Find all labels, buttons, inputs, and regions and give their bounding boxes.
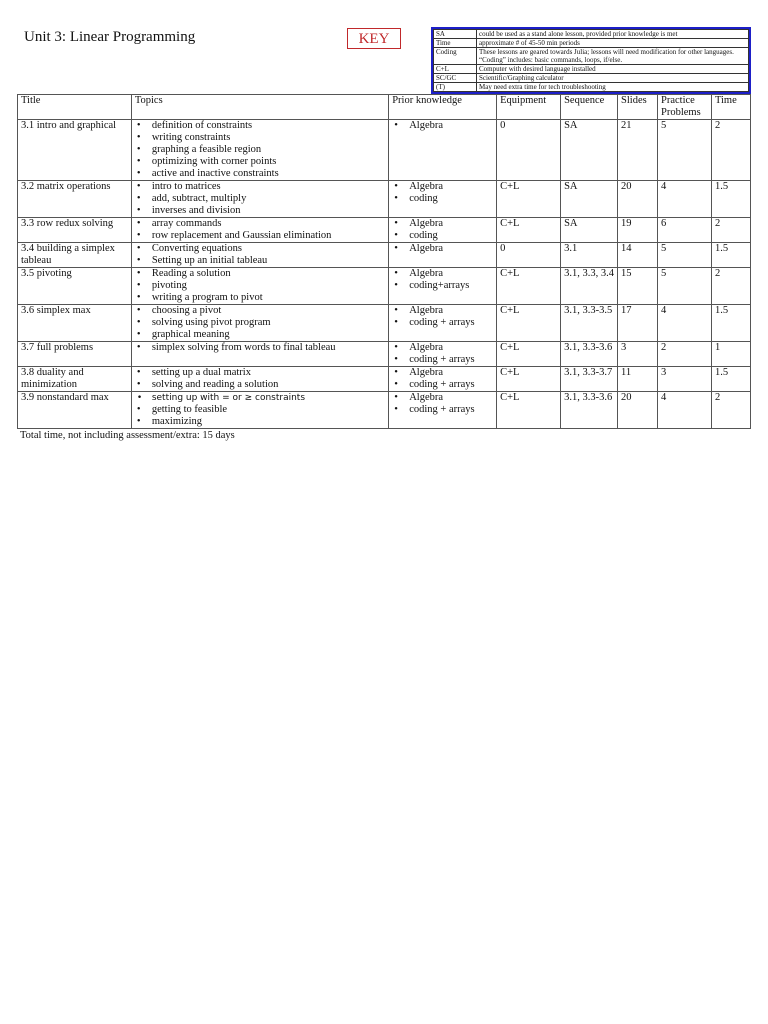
topic-item: • active and inactive constraints	[135, 168, 385, 180]
topic-item: • Reading a solution	[135, 268, 385, 280]
lesson-time: 1.5	[711, 305, 750, 342]
legend-description: approximate # of 45-50 min periods	[477, 39, 749, 48]
lesson-slides: 19	[618, 218, 658, 243]
header-sequence: Sequence	[561, 95, 618, 120]
lesson-time: 1.5	[711, 243, 750, 268]
table-row	[18, 305, 751, 342]
prior-item: • Algebra	[392, 181, 493, 193]
legend-row	[434, 65, 749, 74]
lesson-topics-list	[135, 181, 385, 217]
lesson-prior-knowledge	[389, 243, 497, 268]
lesson-practice: 5	[658, 268, 712, 305]
lesson-equipment: C+L	[497, 367, 561, 392]
legend-row	[434, 39, 749, 48]
topic-item: • maximizing	[135, 416, 385, 428]
topic-item: • row replacement and Gaussian elimination	[135, 230, 385, 242]
prior-item: • Algebra	[392, 367, 493, 379]
lesson-topics-list	[135, 342, 385, 354]
lesson-equipment: C+L	[497, 305, 561, 342]
lesson-prior-knowledge	[389, 218, 497, 243]
lesson-title: 3.9 nonstandard max	[18, 392, 132, 429]
prior-item: • Algebra	[392, 120, 493, 132]
lesson-slides: 15	[618, 268, 658, 305]
lesson-sequence: SA	[561, 120, 618, 181]
legend-key: C+L	[434, 65, 477, 74]
legend-description: Scientific/Graphing calculator	[477, 74, 749, 83]
lesson-practice: 5	[658, 120, 712, 181]
lesson-title: 3.2 matrix operations	[18, 181, 132, 218]
topic-item: • solving and reading a solution	[135, 379, 385, 391]
lesson-equipment: C+L	[497, 342, 561, 367]
lesson-sequence: 3.1, 3.3-3.7	[561, 367, 618, 392]
lesson-slides: 14	[618, 243, 658, 268]
lesson-topics-list	[135, 243, 385, 267]
lesson-time: 1	[711, 342, 750, 367]
lesson-topics-list	[135, 218, 385, 242]
legend-box	[431, 27, 751, 94]
lesson-topics	[131, 218, 388, 243]
lesson-prior-knowledge-list	[392, 392, 493, 416]
lesson-topics-list	[135, 392, 385, 428]
legend-row	[434, 30, 749, 39]
lesson-prior-knowledge-list	[392, 367, 493, 391]
lesson-prior-knowledge	[389, 120, 497, 181]
lesson-topics	[131, 305, 388, 342]
lesson-title: 3.6 simplex max	[18, 305, 132, 342]
prior-item: • coding + arrays	[392, 404, 493, 416]
topic-item: • simplex solving from words to final tableau	[135, 342, 385, 354]
lesson-practice: 4	[658, 305, 712, 342]
lesson-sequence: 3.1, 3.3, 3.4	[561, 268, 618, 305]
table-row	[18, 392, 751, 429]
table-row	[18, 181, 751, 218]
lesson-topics	[131, 392, 388, 429]
table-row	[18, 367, 751, 392]
lesson-topics	[131, 268, 388, 305]
prior-item: • coding+arrays	[392, 280, 493, 292]
lesson-title: 3.3 row redux solving	[18, 218, 132, 243]
lesson-topics-list	[135, 120, 385, 180]
lesson-prior-knowledge-list	[392, 268, 493, 292]
lesson-equipment: C+L	[497, 268, 561, 305]
prior-item: • coding + arrays	[392, 354, 493, 366]
table-header-row	[18, 95, 751, 120]
header-practice-problems: Practice Problems	[658, 95, 712, 120]
lesson-practice: 6	[658, 218, 712, 243]
legend-description: May need extra time for tech troubleshooting	[477, 83, 749, 92]
lesson-prior-knowledge-list	[392, 342, 493, 366]
lesson-sequence: 3.1	[561, 243, 618, 268]
header-topics: Topics	[131, 95, 388, 120]
lesson-slides: 20	[618, 392, 658, 429]
lesson-prior-knowledge-list	[392, 243, 493, 255]
prior-item: • coding	[392, 193, 493, 205]
topic-item: • inverses and division	[135, 205, 385, 217]
prior-item: • coding + arrays	[392, 317, 493, 329]
lesson-practice: 3	[658, 367, 712, 392]
legend-key: (T)	[434, 83, 477, 92]
lesson-topics-list	[135, 305, 385, 341]
topic-item: • Converting equations	[135, 243, 385, 255]
lesson-title: 3.8 duality and minimization	[18, 367, 132, 392]
lesson-prior-knowledge	[389, 305, 497, 342]
lesson-prior-knowledge	[389, 181, 497, 218]
header-time: Time	[711, 95, 750, 120]
lesson-title: 3.5 pivoting	[18, 268, 132, 305]
prior-item: • Algebra	[392, 342, 493, 354]
header-title: Title	[18, 95, 132, 120]
lesson-table	[17, 94, 751, 429]
lesson-equipment: C+L	[497, 218, 561, 243]
lesson-time: 2	[711, 218, 750, 243]
lesson-practice: 2	[658, 342, 712, 367]
lesson-topics	[131, 243, 388, 268]
lesson-practice: 5	[658, 243, 712, 268]
prior-item: • Algebra	[392, 218, 493, 230]
prior-item: • Algebra	[392, 392, 493, 404]
prior-item: • Algebra	[392, 268, 493, 280]
lesson-topics	[131, 367, 388, 392]
lesson-prior-knowledge	[389, 268, 497, 305]
lesson-prior-knowledge-list	[392, 120, 493, 132]
legend-row	[434, 74, 749, 83]
lesson-time: 2	[711, 120, 750, 181]
lesson-topics	[131, 181, 388, 218]
lesson-prior-knowledge	[389, 342, 497, 367]
topic-item: • graphing a feasible region	[135, 144, 385, 156]
lesson-sequence: 3.1, 3.3-3.6	[561, 392, 618, 429]
lesson-sequence: 3.1, 3.3-3.6	[561, 342, 618, 367]
topic-item: • writing constraints	[135, 132, 385, 144]
topic-item: • graphical meaning	[135, 329, 385, 341]
total-time-note: Total time, not including assessment/extra: 15 days	[20, 430, 235, 441]
lesson-time: 2	[711, 392, 750, 429]
legend-description: These lessons are geared towards Julia; lessons will need modification for other languages. “Coding” includes: basic commands, loops, if/else.	[477, 48, 749, 65]
prior-item: • coding	[392, 230, 493, 242]
legend-row	[434, 48, 749, 65]
lesson-practice: 4	[658, 392, 712, 429]
lesson-practice: 4	[658, 181, 712, 218]
table-row	[18, 218, 751, 243]
topic-item: • intro to matrices	[135, 181, 385, 193]
topic-item: • pivoting	[135, 280, 385, 292]
lesson-topics-list	[135, 367, 385, 391]
topic-item: • setting up a dual matrix	[135, 367, 385, 379]
lesson-prior-knowledge-list	[392, 305, 493, 329]
topic-item: • Setting up an initial tableau	[135, 255, 385, 267]
legend-description: could be used as a stand alone lesson, provided prior knowledge is met	[477, 30, 749, 39]
lesson-slides: 3	[618, 342, 658, 367]
prior-item: • Algebra	[392, 243, 493, 255]
lesson-topics-list	[135, 268, 385, 304]
lesson-time: 2	[711, 268, 750, 305]
topic-item: • definition of constraints	[135, 120, 385, 132]
topic-item: • choosing a pivot	[135, 305, 385, 317]
lesson-equipment: C+L	[497, 392, 561, 429]
legend-table	[433, 29, 749, 92]
lesson-slides: 20	[618, 181, 658, 218]
legend-key: SC/GC	[434, 74, 477, 83]
lesson-sequence: SA	[561, 181, 618, 218]
table-row	[18, 342, 751, 367]
document-title: Unit 3: Linear Programming	[24, 29, 196, 45]
header-equipment: Equipment	[497, 95, 561, 120]
lesson-sequence: 3.1, 3.3-3.5	[561, 305, 618, 342]
legend-description: Computer with desired language installed	[477, 65, 749, 74]
topic-item: • solving using pivot program	[135, 317, 385, 329]
lesson-equipment: C+L	[497, 181, 561, 218]
lesson-sequence: SA	[561, 218, 618, 243]
legend-key: SA	[434, 30, 477, 39]
lesson-time: 1.5	[711, 367, 750, 392]
topic-item: • writing a program to pivot	[135, 292, 385, 304]
topic-item: • getting to feasible	[135, 404, 385, 416]
lesson-title: 3.4 building a simplex tableau	[18, 243, 132, 268]
topic-item: • optimizing with corner points	[135, 156, 385, 168]
table-row	[18, 120, 751, 181]
lesson-prior-knowledge	[389, 367, 497, 392]
lesson-topics	[131, 342, 388, 367]
lesson-prior-knowledge	[389, 392, 497, 429]
key-label: KEY	[347, 28, 401, 49]
lesson-time: 1.5	[711, 181, 750, 218]
lesson-equipment: 0	[497, 120, 561, 181]
topic-item: • add, subtract, multiply	[135, 193, 385, 205]
lesson-title: 3.7 full problems	[18, 342, 132, 367]
lesson-equipment: 0	[497, 243, 561, 268]
table-row	[18, 243, 751, 268]
topic-item: • setting up with = or ≥ constraints	[135, 392, 385, 404]
legend-key: Time	[434, 39, 477, 48]
topic-item: • array commands	[135, 218, 385, 230]
lesson-slides: 17	[618, 305, 658, 342]
header-prior-knowledge: Prior knowledge	[389, 95, 497, 120]
lesson-topics	[131, 120, 388, 181]
lesson-title: 3.1 intro and graphical	[18, 120, 132, 181]
lesson-prior-knowledge-list	[392, 181, 493, 205]
table-row	[18, 268, 751, 305]
legend-key: Coding	[434, 48, 477, 65]
lesson-slides: 21	[618, 120, 658, 181]
header-slides: Slides	[618, 95, 658, 120]
lesson-prior-knowledge-list	[392, 218, 493, 242]
prior-item: • Algebra	[392, 305, 493, 317]
legend-row	[434, 83, 749, 92]
lesson-slides: 11	[618, 367, 658, 392]
prior-item: • coding + arrays	[392, 379, 493, 391]
